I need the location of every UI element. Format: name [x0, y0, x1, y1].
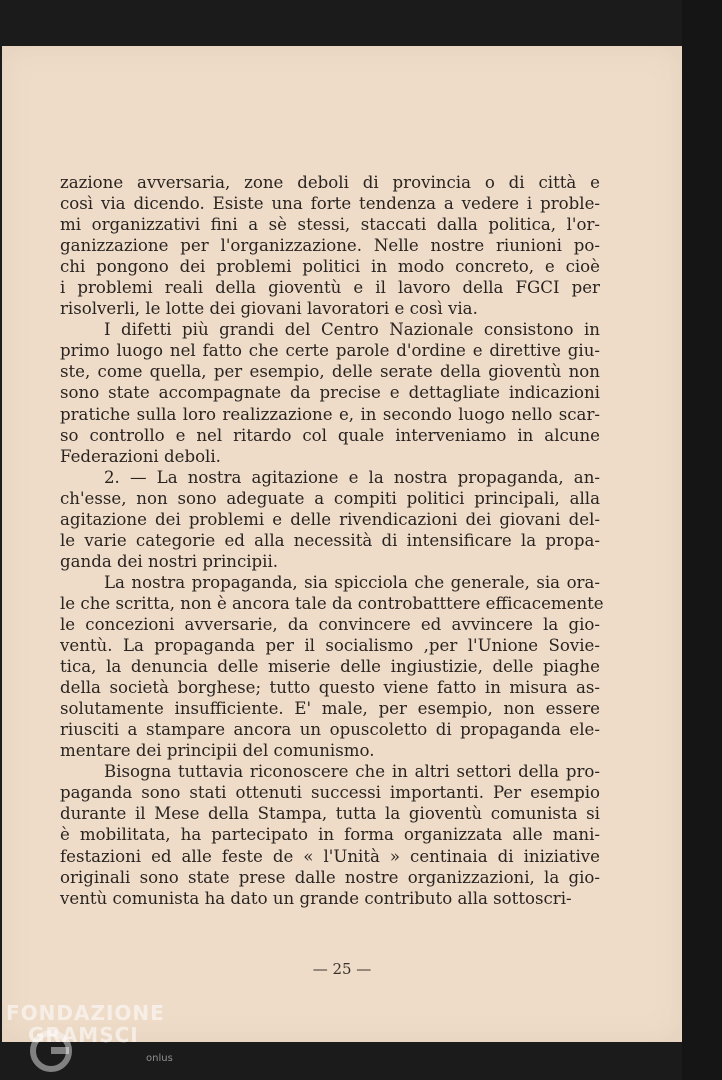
text-line: Federazioni deboli.	[60, 446, 221, 466]
text-line: ventù comunista ha dato un grande contributo alla sottoscri-	[60, 888, 572, 908]
text-line: paganda sono stati ottenuti successi importanti. Per esempio	[60, 783, 600, 803]
text-line: durante il Mese della Stampa, tutta la gioventù comunista si	[60, 804, 600, 824]
text-line: solutamente insufficiente. E' male, per esempio, non essere	[60, 699, 600, 719]
text-line: sono state accompagnate da precise e dettagliate indicazioni	[60, 383, 600, 403]
text-line: mentare dei principii del comunismo.	[60, 741, 375, 761]
page-number: — 25 —	[312, 960, 372, 978]
watermark-line1: FONDAZIONE	[6, 1001, 165, 1025]
text-line: originali sono state prese dalle nostre organizzazioni, la gio-	[60, 867, 600, 887]
watermark-line2: GRAMSCI	[28, 1023, 139, 1047]
paragraph	[60, 761, 600, 908]
text-line: I difetti più grandi del Centro Nazionale consistono in	[104, 320, 600, 340]
text-line: primo luogo nel fatto che certe parole d'ordine e direttive giu-	[60, 341, 600, 361]
text-line: le che scritta, non è ancora tale da controbatttere efficacemente	[60, 593, 604, 613]
text-line: festazioni ed alle feste de « l'Unità » centinaia di iniziative	[60, 846, 600, 866]
paragraph	[60, 572, 604, 761]
text-line: della società borghese; tutto questo viene fatto in misura as-	[60, 678, 600, 698]
watermark-suffix: onlus	[146, 1053, 173, 1064]
scan-border	[682, 0, 722, 1080]
text-line: zazione avversaria, zone deboli di provincia o di città e	[60, 173, 600, 192]
text-line: le concezioni avversarie, da convincere ed avvincere la gio-	[60, 614, 600, 634]
text-line: so controllo e nel ritardo col quale interveniamo in alcune	[60, 425, 600, 445]
text-line: riusciti a stampare ancora un opuscoletto di propaganda ele-	[60, 720, 600, 740]
text-line: 2. — La nostra agitazione e la nostra propaganda, an-	[104, 467, 600, 487]
text-line: così via dicendo. Esiste una forte tendenza a vedere i proble-	[60, 194, 600, 214]
text-line: Bisogna tuttavia riconoscere che in altri settori della pro-	[104, 762, 600, 782]
text-line: ste, come quella, per esempio, delle serate della gioventù non	[60, 362, 600, 382]
text-line: i problemi reali della gioventù e il lavoro della FGCI per	[60, 278, 600, 298]
paragraph	[60, 319, 600, 466]
text-line: le varie categorie ed alla necessità di intensificare la propa-	[60, 530, 600, 550]
text-line: ch'esse, non sono adeguate a compiti politici principali, alla	[60, 488, 600, 508]
watermark	[6, 1002, 165, 1046]
text-line: La nostra propaganda, sia spicciola che generale, sia ora-	[104, 572, 600, 592]
paragraph	[60, 467, 600, 572]
document-page	[2, 46, 682, 1042]
text-line: ventù. La propaganda per il socialismo ,per l'Unione Sovie-	[60, 636, 600, 656]
body-text	[60, 172, 604, 909]
paragraph	[60, 172, 600, 319]
text-line: risolverli, le lotte dei giovani lavoratori e così via.	[60, 299, 478, 319]
text-line: ganda dei nostri principii.	[60, 551, 279, 571]
text-line: pratiche sulla loro realizzazione e, in secondo luogo nello scar-	[60, 404, 600, 424]
text-line: agitazione dei problemi e delle rivendicazioni dei giovani del-	[60, 509, 600, 529]
text-line: chi pongono dei problemi politici in modo concreto, e cioè	[60, 257, 600, 277]
text-line: ganizzazione per l'organizzazione. Nelle nostre riunioni po-	[60, 236, 600, 256]
text-line: mi organizzativi fini a sè stessi, staccati dalla politica, l'or-	[60, 215, 600, 235]
text-line: è mobilitata, ha partecipato in forma organizzata alle mani-	[60, 825, 600, 845]
text-line: tica, la denuncia delle miserie delle ingiustizie, delle piaghe	[60, 657, 600, 677]
